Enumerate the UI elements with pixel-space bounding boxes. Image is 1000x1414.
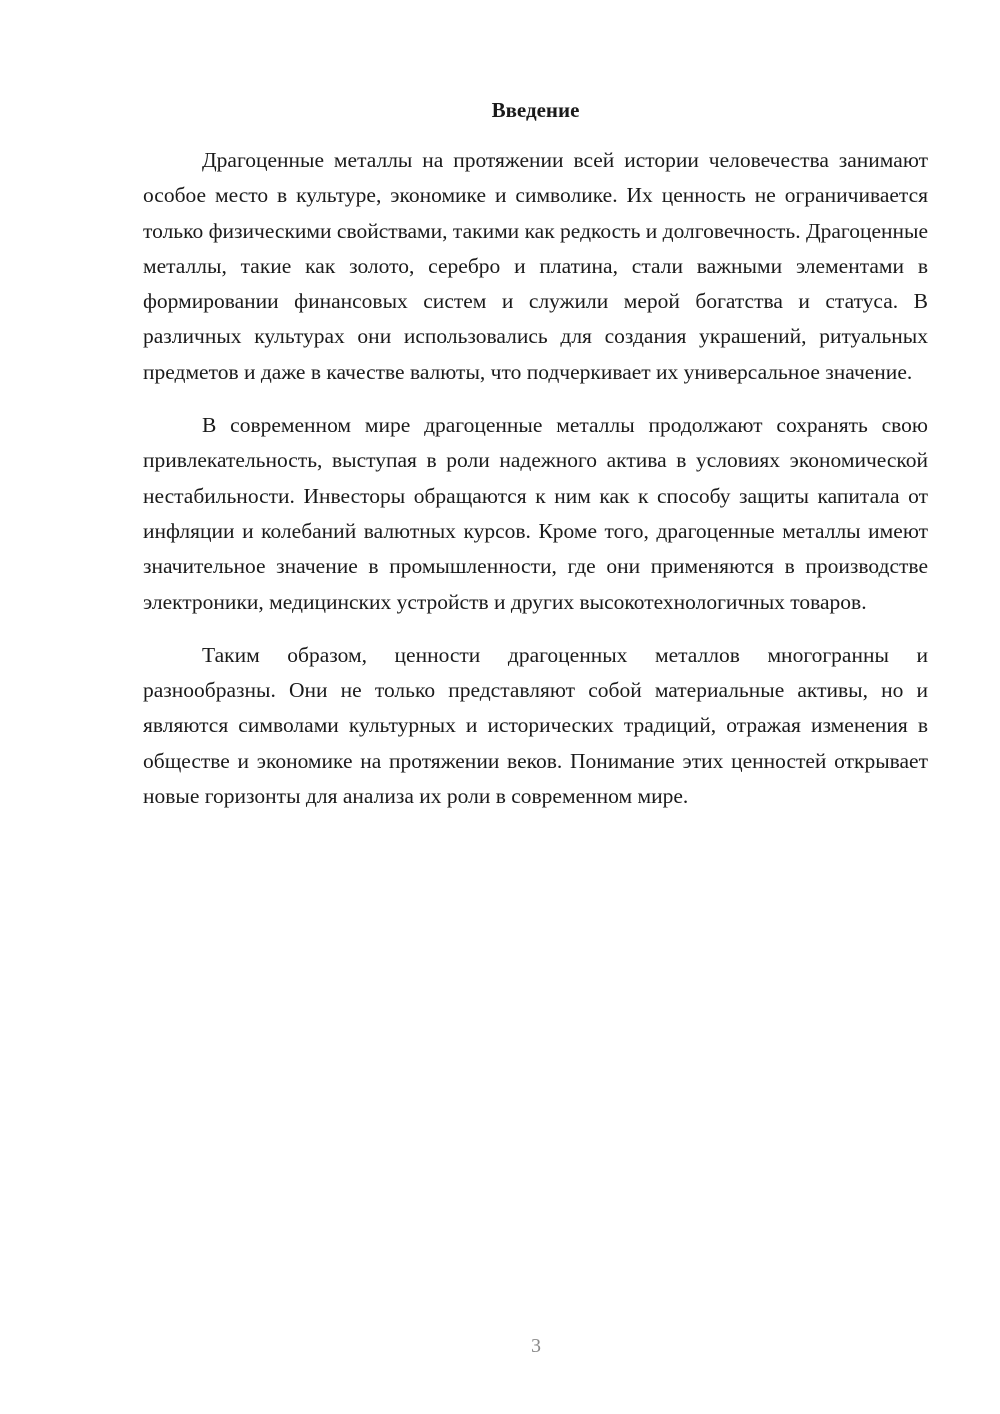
paragraph-3: Таким образом, ценности драгоценных металлов многогранны и разнообразны. Они не только представляют собой материальные активы, но и являются символами культурных и исторических традиций, отражая изменения в обществе и экономике на протяжении веков. Понимание этих ценностей открывает новые горизонты для анализа их роли в современном мире.	[143, 642, 928, 809]
paragraph-2: В современном мире драгоценные металлы продолжают сохранять свою привлекательность, выступая в роли надежного актива в условиях экономической нестабильности. Инвесторы обращаются к ним как к способу защиты капитала от инфляции и колебаний валютных курсов. Кроме того, драгоценные металлы имеют значительное значение в промышленности, где они применяются в производстве электроники, медицинских устройств и других высокотехнологичных товаров.	[143, 413, 928, 614]
body-text	[143, 143, 928, 814]
paragraph-1: Драгоценные металлы на протяжении всей истории человечества занимают особое место в культуре, экономике и символике. Их ценность не ограничивается только физическими свойствами, такими как редкость и долговечность. Драгоценные металлы, такие как золото, серебро и платина, стали важными элементами в формировании финансовых систем и служили мерой богатства и статуса. В различных культурах они использовались для создания украшений, ритуальных предметов и даже в качестве валюты, что подчеркивает их универсальное значение.	[143, 148, 928, 384]
section-heading: Введение	[491, 98, 580, 122]
page-number: 3	[531, 1335, 541, 1357]
